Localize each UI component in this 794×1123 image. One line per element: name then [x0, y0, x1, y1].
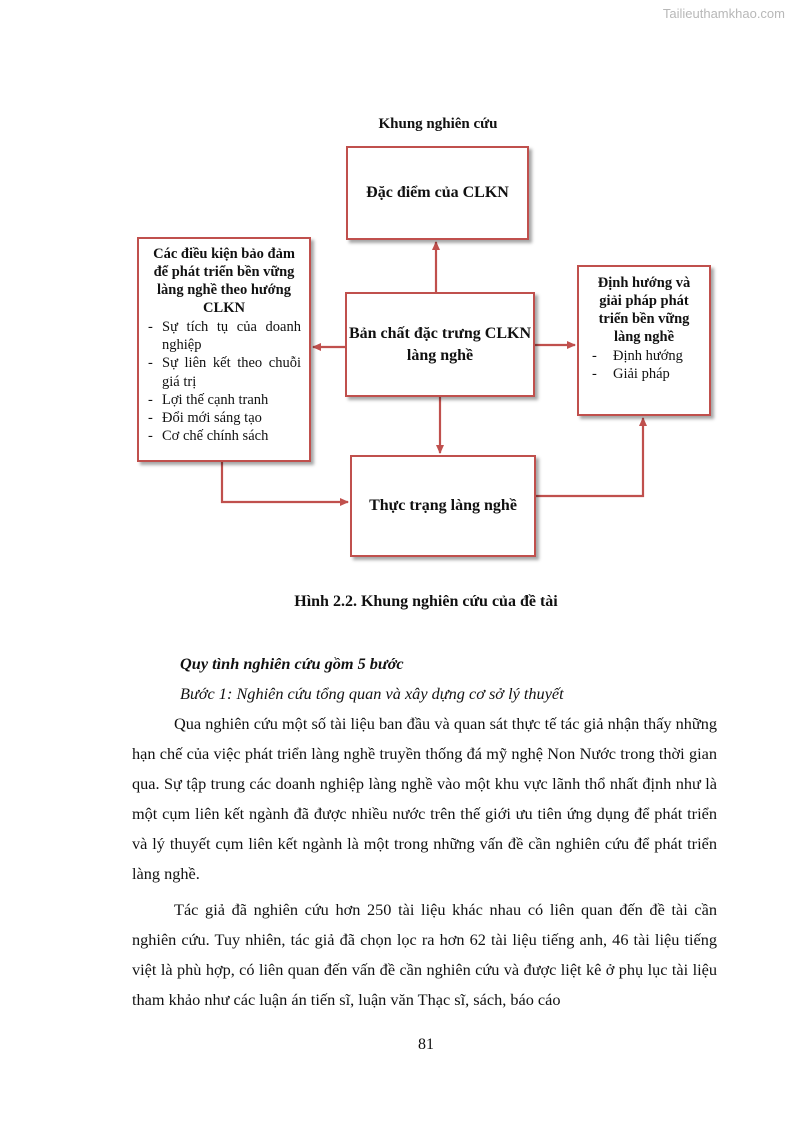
box-nature-label: Bản chất đặc trưng CLKN làng nghề — [348, 324, 532, 364]
page-number: 81 — [418, 1036, 434, 1053]
list-item: - Cơ chế chính sách — [147, 427, 301, 445]
box-orientation-heading: Định hướng và giải pháp phát triển bền vững làng nghề — [597, 275, 691, 345]
body-text — [132, 709, 717, 1015]
section-heading: Quy tình nghiên cứu gồm 5 bước — [180, 654, 404, 673]
arrow-bottom-to-right — [536, 418, 643, 496]
paragraph: Tác giả đã nghiên cứu hơn 250 tài liệu khác nhau có liên quan đến đề tài cần nghiên cứu. Tuy nhiên, tác giả đã chọn lọc ra hơn 62 tài liệu tiếng anh, 46 tài liệu tiếng việt là phù hợp, có liên quan đến vấn đề cần nghiên cứu và được liệt kê ở phụ lục tài liệu tham khảo như các luận án tiến sĩ, luận văn Thạc sĩ, sách, báo cáo — [132, 900, 717, 1009]
arrow-left-to-bottom — [222, 462, 348, 502]
paragraph: Qua nghiên cứu một số tài liệu ban đầu và quan sát thực tế tác giả nhận thấy những hạn chế của việc phát triển làng nghề truyền thống đá mỹ nghệ Non Nước trong thời gian qua. Sự tập trung các doanh nghiệp làng nghề vào một khu vực lãnh thổ nhất định như là một cụm liên kết ngành đã được nhiều nước trên thế giới ưu tiên ứng dụng để phát triển và lý thuyết cụm liên kết ngành là một trong những vấn đề cần nghiên cứu để phát triển làng nghề. — [132, 714, 717, 883]
list-item: - Lợi thế cạnh tranh — [147, 391, 301, 409]
box-nature — [345, 292, 535, 397]
box-conditions-heading: Các điều kiện bảo đảm để phát triển bền vững làng nghề theo hướng CLKN — [153, 246, 295, 316]
list-item: - Đổi mới sáng tạo — [147, 409, 301, 427]
box-conditions-list — [147, 318, 301, 445]
list-item: - Sự tích tụ của doanh nghiệp — [147, 318, 301, 354]
figure-caption: Hình 2.2. Khung nghiên cứu của đề tài — [294, 593, 558, 610]
box-orientation — [577, 265, 711, 416]
step-heading: Bước 1: Nghiên cứu tổng quan và xây dựng cơ sở lý thuyết — [180, 684, 564, 703]
box-conditions — [137, 237, 311, 462]
list-item: - Sự liên kết theo chuỗi giá trị — [147, 354, 301, 390]
box-orientation-list — [587, 347, 701, 383]
watermark: Tailieuthamkhao.com — [662, 6, 785, 21]
box-characteristics-label: Đặc điểm của CLKN — [366, 184, 509, 201]
box-characteristics — [346, 146, 529, 240]
box-current-state-label: Thực trạng làng nghề — [369, 497, 517, 514]
box-current-state — [350, 455, 536, 557]
diagram-title: Khung nghiên cứu — [378, 116, 498, 132]
list-item: - Định hướng — [587, 347, 701, 365]
list-item: - Giải pháp — [587, 365, 701, 383]
